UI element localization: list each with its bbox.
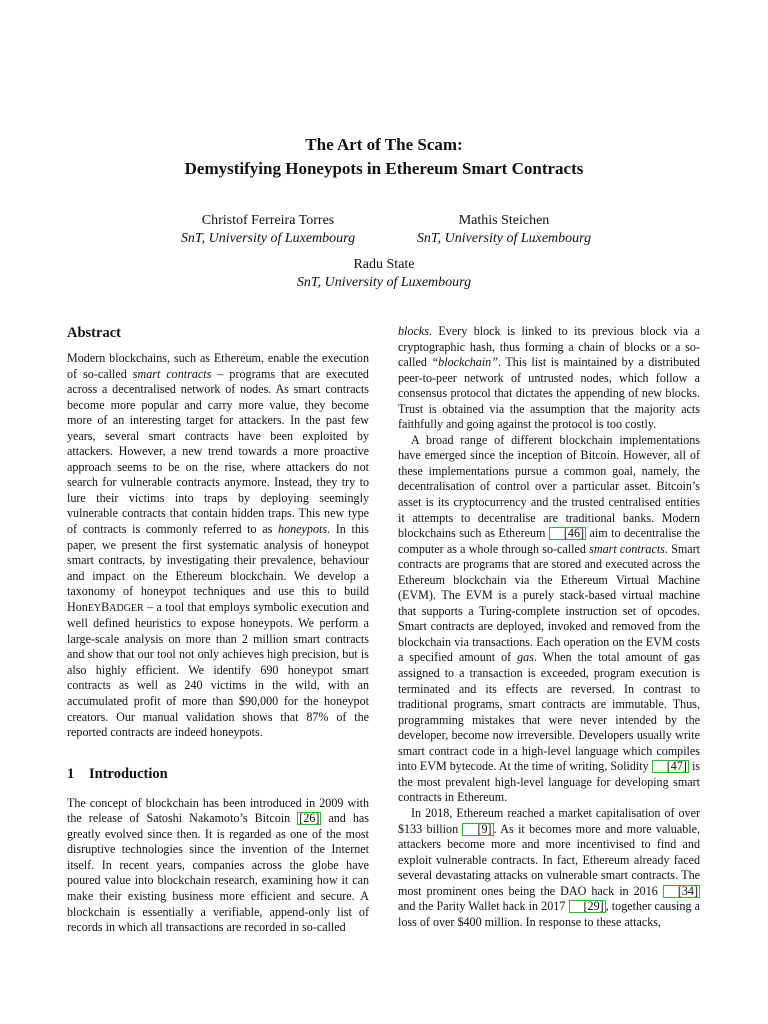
body-emphasis: smart contracts <box>589 541 665 556</box>
author-name: Mathis Steichen <box>458 213 550 228</box>
left-column <box>67 324 369 936</box>
body-text: and the Parity Wallet hack in 2017 <box>398 899 569 914</box>
author-affiliation: SnT, University of Luxembourg <box>180 231 356 246</box>
introduction-heading <box>67 765 369 783</box>
section-number: 1 <box>67 765 75 782</box>
intro-paragraph-3 <box>398 806 700 930</box>
body-text: . Every block is linked to its previous block via a cryptographic hash, thus forming a chain of blocks or a so-called <box>398 324 700 370</box>
abstract-text: . In this paper, we present the first systematic analysis of honeypot smart contracts, by investigating their prevalence, behaviour and impact on the Ethereum blockchain. We develop a taxonomy of honeypot techniques and use this to build Hon <box>67 522 369 614</box>
citation-link[interactable]: [47] <box>652 760 689 773</box>
body-text: . Smart contracts are programs that are stored and executed across the Ethereum blockchain via the Ethereum Virtual Machine (EVM). The EVM is a purely stack-based virtual machine that supports a Turing-complete instruction set of opcodes. Smart contracts are deployed, invoked and removed from the blockchain via transactions. Each operation on the EVM costs a specified amount of <box>398 541 700 665</box>
author-name: Christof Ferreira Torres <box>201 213 335 228</box>
title-line-1: The Art of The Scam: <box>305 135 463 154</box>
author-affiliation: SnT, University of Luxembourg <box>416 231 592 246</box>
paper-title <box>0 133 768 181</box>
body-text: In 2018, Ethereum reached a market capitalisation of over $133 billion <box>398 805 700 836</box>
section-title: Introduction <box>89 765 168 782</box>
abstract-text: – programs that are executed across a decentralised network of nodes. As smart contracts become more popular and carry more value, they become more of an interesting target for attackers. In the past few years, several smart contracts have been exploited by attackers. However, a new trend towards a more proactive approach seems to be on the rise, where attackers do not search for vulnerable contracts anymore. Instead, they try to lure their victims into traps by deploying seemingly vulnerable contracts that contain hidden traps. This new type of contracts is commonly referred to as <box>67 366 369 537</box>
abstract-smallcaps: ADGER <box>109 602 144 614</box>
body-emphasis: “blockchain” <box>431 355 498 370</box>
author-block-2 <box>386 212 622 248</box>
author-block-1 <box>150 212 386 248</box>
body-emphasis: gas <box>517 650 534 665</box>
intro-paragraph-1 <box>67 796 369 936</box>
citation-link[interactable]: [34] <box>663 885 700 898</box>
citation-link[interactable]: [9] <box>462 823 493 836</box>
body-emphasis: blocks <box>398 324 429 338</box>
abstract-text: Modern blockchains, such as Ethereum, enable the execution of so-called <box>67 351 369 381</box>
citation-link[interactable]: [29] <box>569 900 606 913</box>
intro-paragraph-1-continued <box>398 324 700 433</box>
abstract-text: B <box>101 599 110 614</box>
citation-link[interactable]: [26] <box>299 811 320 826</box>
intro-paragraph-2 <box>398 433 700 806</box>
abstract-emphasis: honeypots <box>278 522 328 537</box>
right-column <box>398 324 700 930</box>
body-text: , together causing a loss of over $400 million. In response to these attacks, <box>398 899 700 929</box>
body-text: and has greatly evolved since then. It is regarded as one of the most disruptive technologies since the invention of the Internet itself. In recent years, companies across the globe have poured value into blockchain research, examining how it can make their existing business more efficient and secure. A blockchain is essentially a verifiable, append-only list of records in which all transactions are recorded in so-called <box>67 811 369 935</box>
author-affiliation: SnT, University of Luxembourg <box>296 275 472 290</box>
body-text: . As it becomes more and more valuable, attackers become more and more incentivised to find and exploit vulnerable contracts. In fact, Ethereum already faced several devastating attacks on vulnerable smart contracts. The most prominent ones being the DAO hack in 2016 <box>398 821 700 898</box>
abstract-emphasis: smart contracts <box>132 366 212 381</box>
author-name: Radu State <box>353 257 415 272</box>
body-text: . When the total amount of gas assigned to a transaction is exceeded, program execution is terminated and its effects are reversed. In contrast to traditional programs, smart contracts are immutable. Thus, programming mistakes that were never intended by the developer, become now irreversible. Developers usually write smart contract code in a high-level language which compiles into EVM bytecode. At the time of writing, Solidity <box>398 650 700 774</box>
abstract-smallcaps: EY <box>87 602 102 614</box>
body-text: is the most prevalent high-level language for developing smart contracts in Ethereum. <box>398 759 701 805</box>
title-line-2: Demystifying Honeypots in Ethereum Smart Contracts <box>184 159 584 178</box>
body-text: A broad range of different blockchain implementations have emerged since the inception of Bitcoin. However, all of these implementations pursue a common goal, namely, the decentralisation of control over a particular asset. Bitcoin’s asset is its cryptocurrency and the trusted centralised entities it attempts to decentralise are traditional banks. Modern blockchains such as Ethereum <box>398 432 700 541</box>
author-block-3 <box>264 256 504 292</box>
body-text: . This list is maintained by a distributed peer-to-peer network of untrusted nodes, which follow a consensus protocol that dictates the appending of new blocks. Trust is obtained via the assumption that the majority acts faithfully and going against the protocol is too costly. <box>398 355 700 432</box>
abstract-text: – a tool that employs symbolic execution and well defined heuristics to expose honeypots. We perform a large-scale analysis on more than 2 million smart contracts and show that our tool not only achieves high precision, but is also highly efficient. We identify 690 honeypot smart contracts as well as 240 victims in the wild, with an accumulated profit of more than $90,000 for the honeypot creators. Our manual validation shows that 87% of the reported contracts are indeed honeypots. <box>67 599 369 740</box>
body-text: aim to decentralise the computer as a whole through so-called <box>398 526 700 556</box>
abstract-paragraph <box>67 351 369 741</box>
abstract-heading: Abstract <box>67 325 121 341</box>
body-text: The concept of blockchain has been introduced in 2009 with the release of Satoshi Nakamoto’s Bitcoin <box>67 795 369 826</box>
citation-link[interactable]: [46] <box>549 527 586 540</box>
